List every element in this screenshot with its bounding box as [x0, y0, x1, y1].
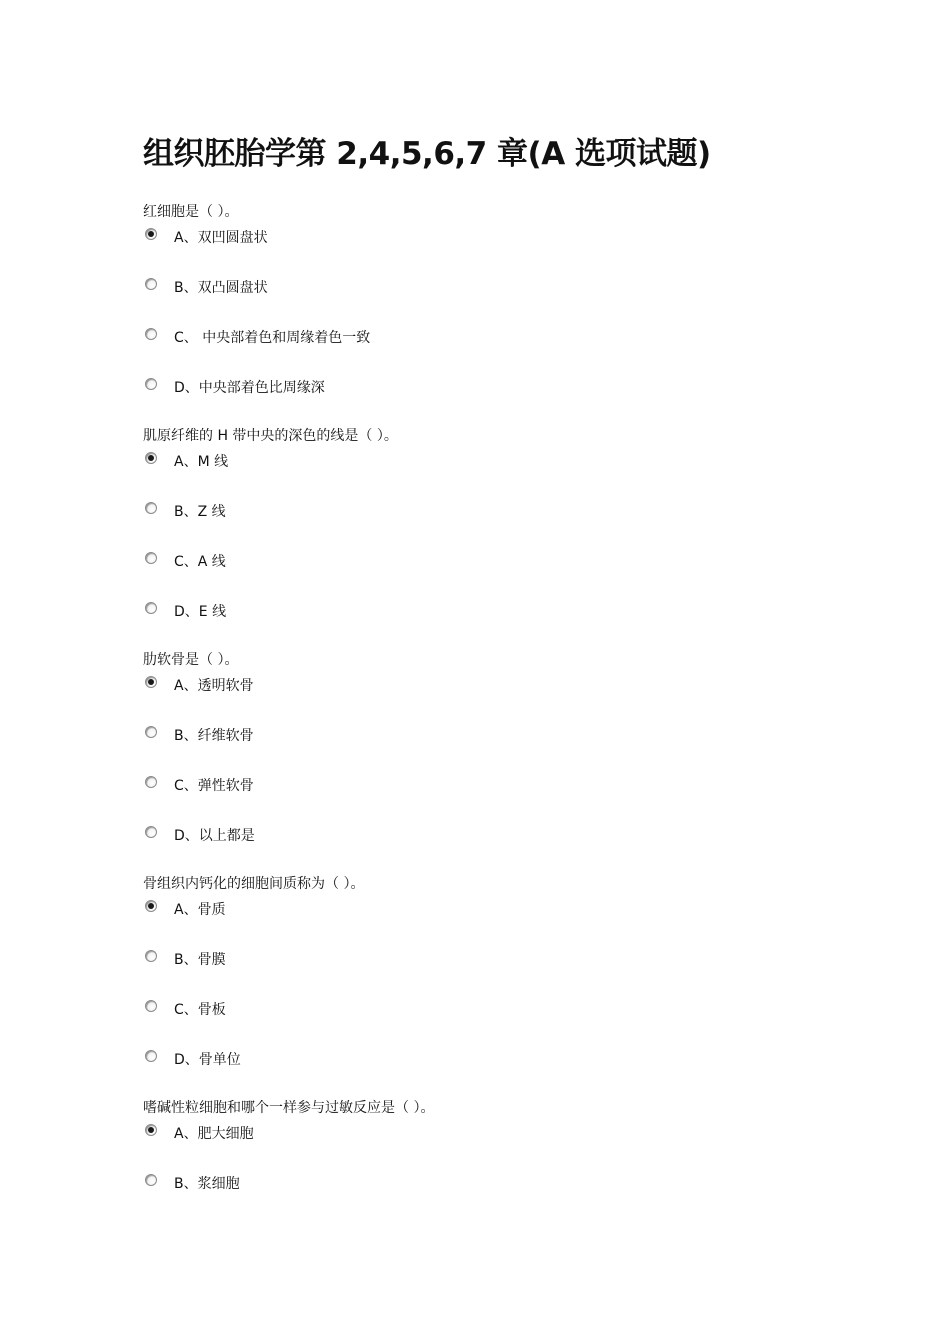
option-label: B、骨膜 — [174, 952, 226, 968]
option-label: C、弹性软骨 — [174, 778, 254, 794]
option-item[interactable] — [143, 278, 543, 300]
option-label: A、M 线 — [174, 454, 229, 470]
option-label: B、纤维软骨 — [174, 728, 254, 744]
radio-button[interactable] — [145, 328, 157, 340]
option-label: A、透明软骨 — [174, 678, 254, 694]
option-label: B、浆细胞 — [174, 1176, 240, 1192]
option-item[interactable] — [143, 950, 543, 972]
option-item[interactable] — [143, 1000, 543, 1022]
radio-button[interactable] — [145, 378, 157, 390]
radio-button[interactable] — [145, 1050, 157, 1062]
question-text: 肌原纤维的 H 带中央的深色的线是（ ）。 — [143, 428, 398, 444]
radio-button[interactable] — [145, 900, 157, 912]
option-label: A、肥大细胞 — [174, 1126, 254, 1142]
option-item[interactable] — [143, 1174, 543, 1196]
option-label: C、 中央部着色和周缘着色一致 — [174, 330, 371, 346]
option-item[interactable] — [143, 826, 543, 848]
option-label: D、以上都是 — [174, 828, 255, 844]
radio-button[interactable] — [145, 1124, 157, 1136]
question-text: 嗜碱性粒细胞和哪个一样参与过敏反应是（ ）。 — [143, 1100, 435, 1116]
option-label: B、Z 线 — [174, 504, 226, 520]
option-label: B、双凸圆盘状 — [174, 280, 268, 296]
option-item[interactable] — [143, 602, 543, 624]
page-title: 组织胚胎学第 2,4,5,6,7 章(A 选项试题) — [143, 136, 711, 172]
option-item[interactable] — [143, 552, 543, 574]
option-label: C、骨板 — [174, 1002, 226, 1018]
option-item[interactable] — [143, 378, 543, 400]
radio-button[interactable] — [145, 776, 157, 788]
option-item[interactable] — [143, 726, 543, 748]
option-item[interactable] — [143, 228, 543, 250]
option-item[interactable] — [143, 328, 543, 350]
option-label: D、E 线 — [174, 604, 227, 620]
radio-button[interactable] — [145, 228, 157, 240]
option-item[interactable] — [143, 776, 543, 798]
option-item[interactable] — [143, 1124, 543, 1146]
option-label: A、双凹圆盘状 — [174, 230, 268, 246]
option-item[interactable] — [143, 502, 543, 524]
radio-button[interactable] — [145, 502, 157, 514]
radio-button[interactable] — [145, 278, 157, 290]
radio-button[interactable] — [145, 726, 157, 738]
option-label: C、A 线 — [174, 554, 226, 570]
option-item[interactable] — [143, 900, 543, 922]
option-label: A、骨质 — [174, 902, 226, 918]
question-text: 骨组织内钙化的细胞间质称为（ ）。 — [143, 876, 365, 892]
question-text: 肋软骨是（ ）。 — [143, 652, 239, 668]
radio-button[interactable] — [145, 552, 157, 564]
radio-button[interactable] — [145, 452, 157, 464]
radio-button[interactable] — [145, 676, 157, 688]
option-label: D、中央部着色比周缘深 — [174, 380, 325, 396]
option-item[interactable] — [143, 1050, 543, 1072]
question-text: 红细胞是（ ）。 — [143, 204, 239, 220]
radio-button[interactable] — [145, 826, 157, 838]
radio-button[interactable] — [145, 950, 157, 962]
radio-button[interactable] — [145, 1000, 157, 1012]
radio-button[interactable] — [145, 602, 157, 614]
option-label: D、骨单位 — [174, 1052, 241, 1068]
radio-button[interactable] — [145, 1174, 157, 1186]
option-item[interactable] — [143, 452, 543, 474]
option-item[interactable] — [143, 676, 543, 698]
